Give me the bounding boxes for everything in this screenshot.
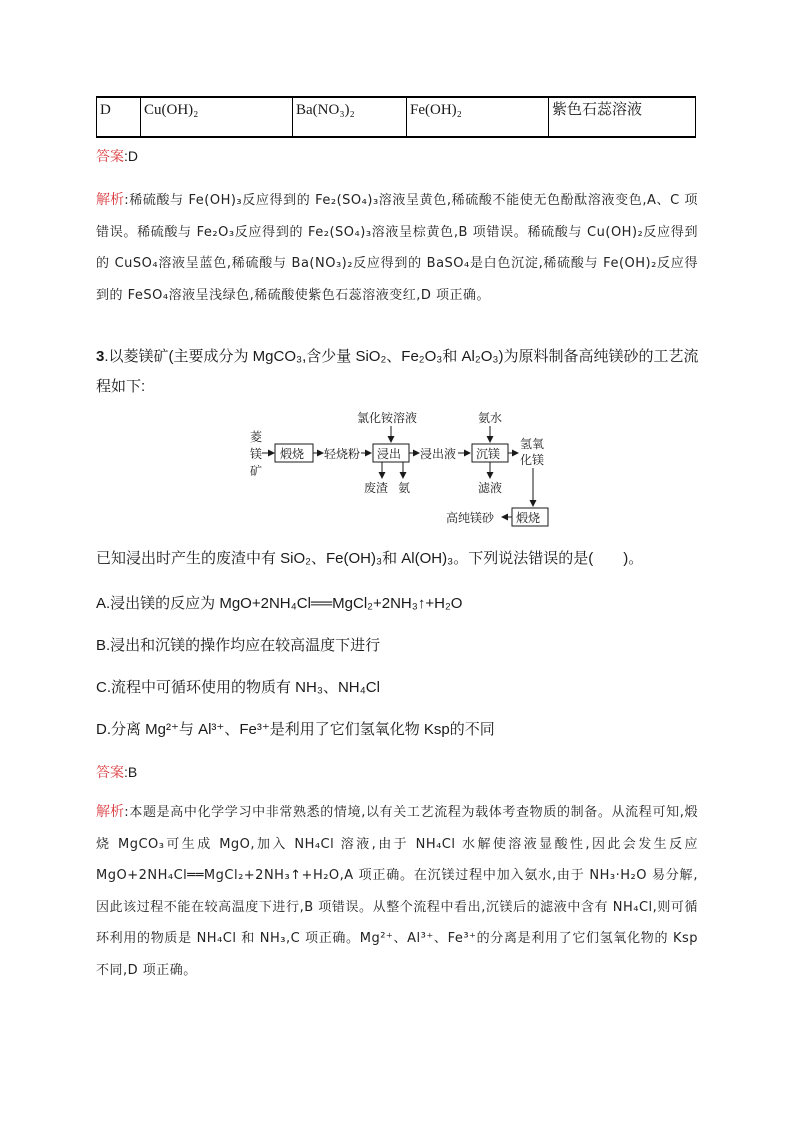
table-cell-reagent-2: Ba(NO₃)₂ bbox=[293, 98, 407, 136]
node-calcine-1: 煅烧 bbox=[280, 447, 305, 461]
analysis-text: :本题是高中化学学习中非常熟悉的情境,以有关工艺流程为载体考查物质的制备。从流程可知,煅烧 MgCO₃可生成 MgO,加入 NH₄Cl 溶液,由于 NH₄Cl 水解使溶液显酸性,因此会发生反应 MgO+2NH₄Cl══MgCl₂+2NH₃↑+H₂O,A 项正确。在沉镁过程中加入氨水,由于 NH₃·H₂O 易分解,因此该过程不能在较高温度下进行,B 项错误。从整个流程中看出,沉镁后的滤液中含有 NH₄Cl,则可循环利用的物质是 NH₄Cl 和 NH₃,C 项正确。Mg²⁺、Al³⁺、Fe³⁺的分离是利用了它们氢氧化物的 Ksp不同,D 项正确。 bbox=[96, 805, 699, 978]
option-b: B.浸出和沉镁的操作均应在较高温度下进行 bbox=[96, 637, 381, 654]
node-raw-3: 矿 bbox=[250, 464, 263, 478]
node-mg-hydroxide-1: 氢氧 bbox=[520, 437, 545, 451]
process-flow-diagram bbox=[240, 408, 560, 530]
node-ammonia: 氨 bbox=[398, 481, 411, 495]
q3-analysis bbox=[96, 796, 698, 986]
option-d: D.分离 Mg²⁺与 Al³⁺、Fe³⁺是利用了它们氢氧化物 Ksp的不同 bbox=[96, 721, 495, 738]
q3-stem bbox=[96, 342, 700, 402]
node-raw-2: 镁 bbox=[250, 447, 263, 461]
q2-analysis bbox=[96, 184, 698, 311]
answer-value: :D bbox=[124, 148, 138, 164]
table-cell-label: D bbox=[97, 98, 141, 136]
q3-known: 已知浸出时产生的废渣中有 SiO₂、Fe(OH)₃和 Al(OH)₃。下列说法错误的是( )。 bbox=[96, 550, 644, 567]
analysis-label: 解析 bbox=[96, 803, 125, 819]
node-raw-1: 菱 bbox=[250, 430, 263, 444]
table-cell-indicator: 紫色石蕊溶液 bbox=[552, 102, 643, 118]
answer-label: 答案 bbox=[96, 764, 124, 780]
analysis-label: 解析 bbox=[96, 191, 125, 207]
node-leach-liquid: 浸出液 bbox=[420, 447, 457, 461]
q2-answer bbox=[96, 146, 138, 166]
node-waste: 废渣 bbox=[364, 481, 389, 495]
node-mg-hydroxide-2: 化镁 bbox=[520, 453, 545, 467]
answer-value: :B bbox=[124, 764, 138, 780]
option-a: A.浸出镁的反应为 MgO+2NH₄Cl══MgCl₂+2NH₃↑+H₂O bbox=[96, 595, 463, 612]
options-table-row bbox=[96, 96, 696, 138]
table-cell-reagent-3: Fe(OH)₂ bbox=[407, 98, 549, 136]
node-ammonia-water: 氨水 bbox=[478, 411, 503, 425]
question-number: 3 bbox=[96, 348, 105, 365]
question-stem: .以菱镁矿(主要成分为 MgCO₃,含少量 SiO₂、Fe₂O₃和 Al₂O₃)为原料制备高纯镁砂的工艺流程如下: bbox=[96, 348, 699, 395]
node-filtrate: 滤液 bbox=[478, 481, 503, 495]
node-product: 高纯镁砂 bbox=[446, 511, 495, 525]
analysis-text: :稀硫酸与 Fe(OH)₃反应得到的 Fe₂(SO₄)₃溶液呈黄色,稀硫酸不能使无色酚酞溶液变色,A、C 项错误。稀硫酸与 Fe₂O₃反应得到的 Fe₂(SO₄)₃溶液呈棕黄色,B 项错误。稀硫酸与 Cu(OH)₂反应得到的 CuSO₄溶液呈蓝色,稀硫酸与 Ba(NO₃)₂反应得到的 BaSO₄是白色沉淀,稀硫酸与 Fe(OH)₂反应得到的 FeSO₄溶液呈浅绿色,稀硫酸使紫色石蕊溶液变红,D 项正确。 bbox=[96, 193, 698, 303]
node-light-powder: 轻烧粉 bbox=[324, 447, 361, 461]
option-c: C.流程中可循环使用的物质有 NH₃、NH₄Cl bbox=[96, 679, 380, 696]
q3-answer bbox=[96, 762, 137, 782]
node-precip: 沉镁 bbox=[476, 447, 501, 461]
table-cell-reagent-1: Cu(OH)₂ bbox=[141, 98, 293, 136]
node-leach: 浸出 bbox=[377, 447, 402, 461]
answer-label: 答案 bbox=[96, 148, 124, 164]
node-calcine-2: 煅烧 bbox=[516, 511, 541, 525]
node-nh4cl: 氯化铵溶液 bbox=[357, 411, 418, 425]
